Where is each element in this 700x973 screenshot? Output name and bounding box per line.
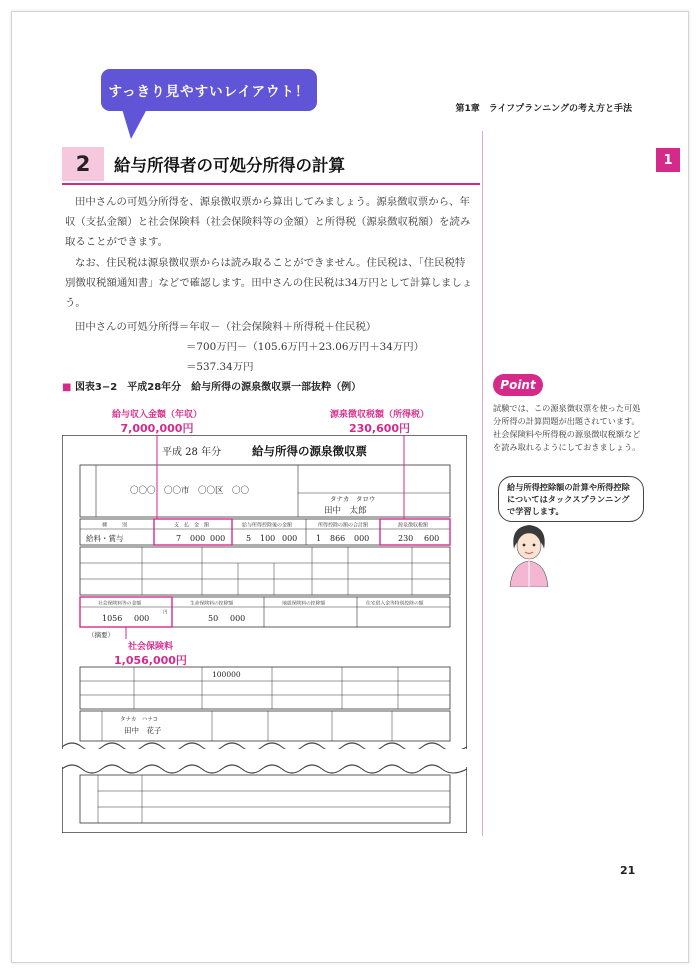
payee-name-kana: タナカ タロウ [330,495,376,503]
title-underline [62,183,480,185]
tax-annotation-label: 源泉徴収税額（所得税） [330,410,430,420]
after-deduction-2: 100 [260,534,276,543]
summary-label: （摘要） [88,631,114,639]
pay-amount-3: 000 [210,534,226,543]
chapter-tab[interactable]: 1 [656,148,680,172]
social-annotation-value: 1,056,000円 [114,654,187,667]
spouse-kana: タナカ ハナコ [120,717,159,723]
pay-type: 給料・賞与 [86,534,124,543]
deduction-other: 100000 [212,670,241,679]
sidebar-divider [482,131,483,836]
col-life: 生命保険料の控除額 [190,601,234,607]
pay-amount-2: 000 [190,534,206,543]
figure-caption [62,378,361,393]
life-ins-2: 000 [230,614,246,623]
social-annotation [114,639,187,668]
salary-annotation-label: 給与収入金額（年収） [112,410,203,420]
col-deduct: 所得控除の額の合計額 [318,522,369,529]
section-title: 給与所得者の可処分所得の計算 [114,156,345,175]
form-border [62,435,467,833]
social-1: 1056 [102,614,123,623]
col-social: 社会保険料等の金額 [98,601,142,607]
salary-annotation [112,407,202,436]
calc-line-2: ＝700万円－（105.6万円＋23.06万円＋34万円） [186,341,425,353]
deduction-total-2: 866 [330,534,346,543]
figure-caption-text: 図表3−2 平成28年分 給与所得の源泉徴収票一部抜粋（例） [74,382,362,393]
social-2: 000 [134,614,150,623]
payee-name: 田中 太郎 [324,506,367,516]
point-text: 試験では、この源泉徴収票を使った可処分所得の計算問題が出題されています。社会保険料や所得税の源泉徴収税額などを読み取れるようにしておきましょう。 [493,403,641,452]
body-paragraph-1: 田中さんの可処分所得を、源泉徴収票から算出してみましょう。源泉徴収票から、年収（支払金額）と社会保険料（社会保険料等の金額）と所得税（源泉徴収税額）を読み取ることができます。 [65,196,471,248]
tip-bubble: 給与所得控除額の計算や所得控除についてはタックスプランニングで学習します。 [498,476,644,522]
section-number: 2 [62,147,104,181]
calc-line-1: 田中さんの可処分所得＝年収－（社会保険料＋所得税＋住民税） [75,321,377,333]
col-pay: 支 払 金 額 [174,522,210,529]
deduction-total-1: 1 [316,534,322,543]
tear-gap [62,749,467,767]
pay-amount-1: 7 [176,534,182,543]
yen-mark: 円 [163,610,168,616]
section-title-row [62,147,480,181]
withholding-slip-form [62,435,467,833]
calc-line-3: ＝537.34万円 [186,361,254,373]
tax-1: 230 [398,534,414,543]
col-after: 給与所得控除後の金額 [242,522,293,529]
life-ins-1: 50 [208,614,219,623]
point-badge: Point [493,374,543,396]
form-heading-year: 平成 28 年分 [162,447,222,458]
social-annotation-label: 社会保険料 [127,642,173,652]
after-deduction-3: 000 [282,534,298,543]
salary-annotation-value: 7,000,000円 [120,422,194,435]
col-housing: 住宅借入金等特別控除の額 [366,601,424,607]
col-tax: 源泉徴収税額 [398,522,429,529]
tax-annotation-value: 230,600円 [348,422,411,435]
chapter-header: 第1章 ライフプランニングの考え方と手法 [455,104,632,114]
callout-tail [122,109,147,139]
form-heading-title: 給与所得の源泉徴収票 [252,444,367,458]
payee-address: 〇〇〇 〇〇市 〇〇区 〇〇 [130,486,250,496]
layout-callout: すっきり見やすいレイアウト！ [101,69,317,111]
after-deduction-1: 5 [246,534,252,543]
teacher-illustration-icon [502,519,556,587]
page-number: 21 [620,864,636,877]
tax-2: 600 [424,534,440,543]
body-paragraph-2: なお、住民税は源泉徴収票からは読み取ることができません。住民税は、「住民税特別徴収税額通知書」などで確認します。田中さんの住民税は34万円として計算しましょう。 [65,257,473,309]
col-earthquake: 地震保険料の控除額 [282,601,326,607]
tax-annotation [330,407,429,436]
deduction-total-3: 000 [354,534,370,543]
spouse-name: 田中 花子 [124,726,162,735]
col-kind: 種 別 [102,522,128,529]
figure-square-icon: ■ [62,382,72,393]
